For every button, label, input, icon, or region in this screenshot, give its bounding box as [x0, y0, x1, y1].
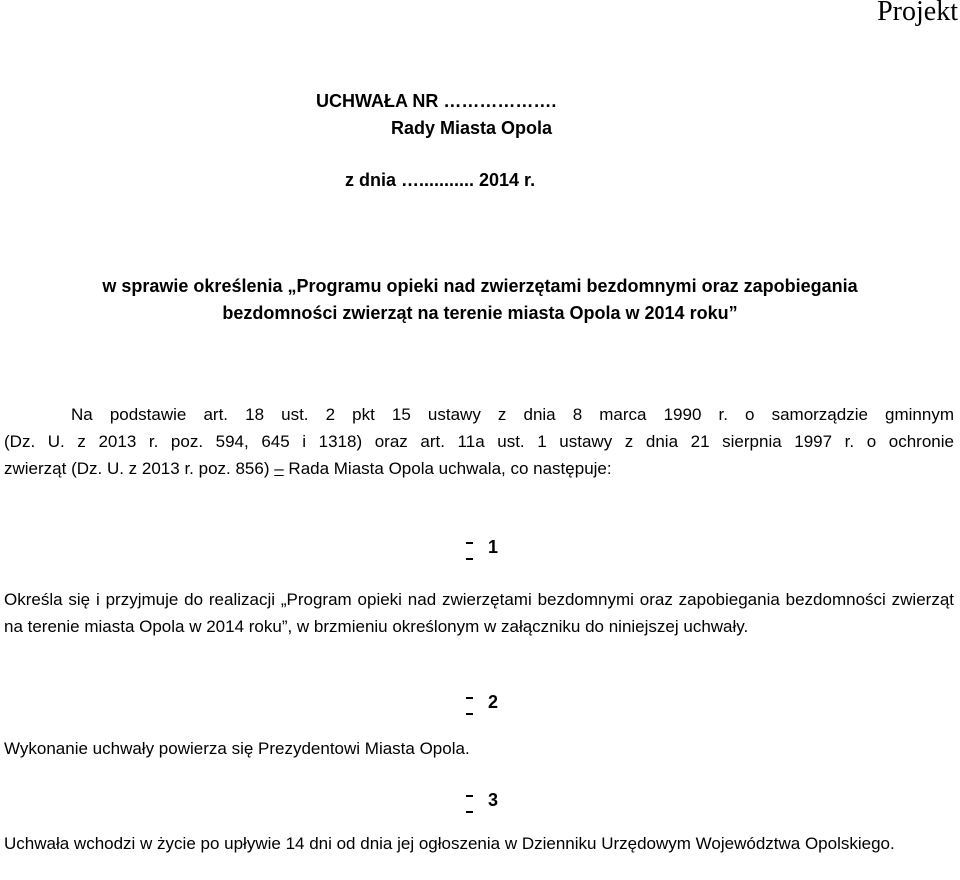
subject-line-1: w sprawie określenia „Programu opieki nad zwierzętami bezdomnymi oraz zapobiegania — [102, 276, 858, 296]
section-3-text: Uchwała wchodzi w życie po upływie 14 dni od dnia jej ogłoszenia w Dzienniku Urzędowym Województwa Opolskiego. — [4, 834, 895, 853]
draft-label: Projekt — [877, 0, 958, 27]
subject-line-2: bezdomności zwierząt na terenie miasta Opola w 2014 roku” — [222, 303, 738, 323]
resolution-number: UCHWAŁA NR ………………. — [316, 91, 557, 111]
legal-basis-line-1: Na podstawie art. 18 ust. 2 pkt 15 ustawy z dnia 8 marca 1990 r. o samorządzie gminnym — [71, 405, 954, 424]
resolution-date: z dnia …........... 2014 r. — [345, 170, 536, 190]
section-2-text: Wykonanie uchwały powierza się Prezydentowi Miasta Opola. — [4, 739, 470, 758]
legal-basis-line-3 — [4, 455, 954, 482]
section-heading-2 — [466, 692, 498, 713]
section-heading-3 — [466, 790, 498, 811]
council-name: Rady Miasta Opola — [391, 118, 553, 138]
legal-basis-line-2: (Dz. U. z 2013 r. poz. 594, 645 i 1318) oraz art. 11a ust. 1 ustawy z dnia 21 sierpnia 1997 r. o ochronie — [4, 432, 954, 451]
section-1-text: Określa się i przyjmuje do realizacji „Program opieki nad zwierzętami bezdomnymi oraz zapobiegania bezdomności zwierząt na terenie miasta Opola w 2014 roku”, w brzmieniu określonym w załączniku do niniejszej uchwały. — [4, 590, 954, 636]
section-heading-1 — [466, 537, 498, 558]
resolution-subject — [0, 273, 960, 327]
section-sign-icon — [466, 792, 476, 810]
section-sign-icon — [466, 539, 476, 557]
section-number: 1 — [488, 537, 499, 557]
legal-basis-dash: – — [274, 459, 284, 478]
legal-basis-paragraph — [4, 401, 954, 482]
legal-basis-citation: zwierząt (Dz. U. z 2013 r. poz. 856) — [4, 459, 275, 478]
legal-basis-enactment: Rada Miasta Opola uchwala, co następuje: — [283, 459, 612, 478]
section-sign-icon — [466, 694, 476, 712]
section-number: 3 — [488, 790, 499, 810]
section-number: 2 — [488, 692, 499, 712]
